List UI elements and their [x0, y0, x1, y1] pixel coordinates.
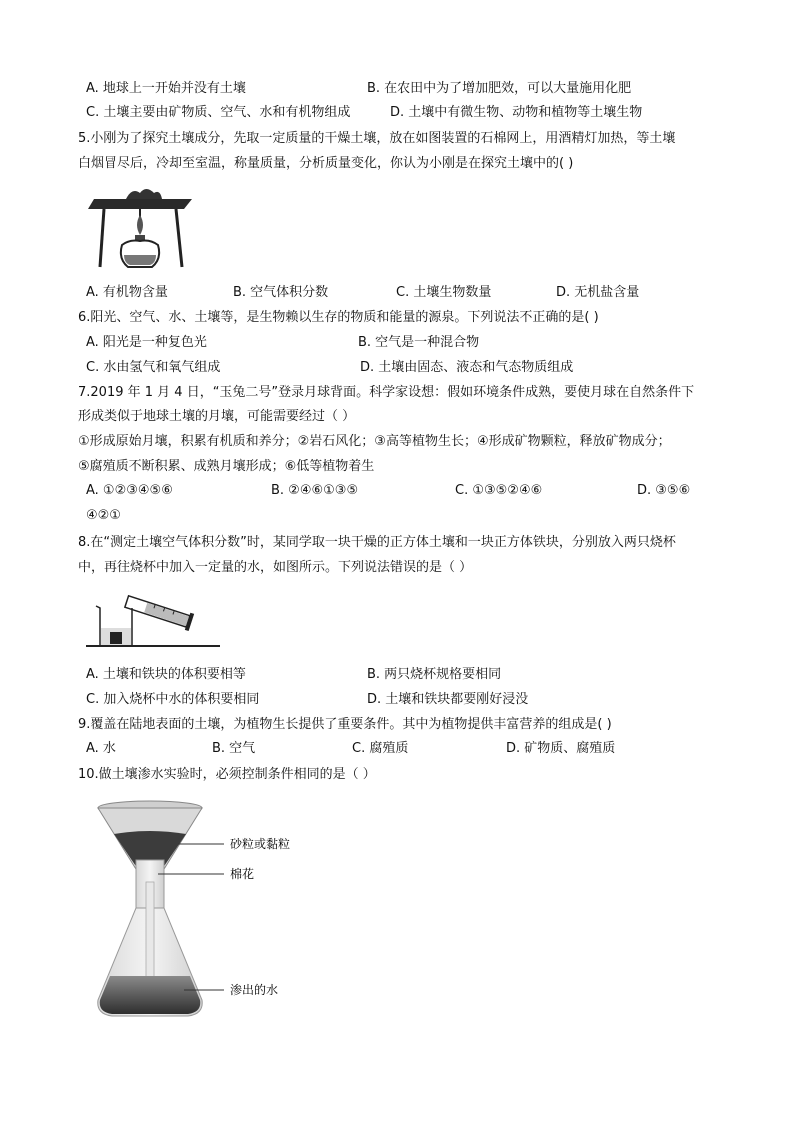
q9-option-c: C. 腐殖质: [352, 741, 409, 756]
q7-option-d-continued: ④②①: [86, 508, 121, 523]
q5-stem-line-2: 白烟冒尽后，冷却至室温，称量质量，分析质量变化，你认为小刚是在探究土壤中的( ): [78, 156, 574, 171]
q7-option-d: D. ③⑤⑥: [637, 483, 691, 498]
q9-option-d: D. 矿物质、腐殖质: [506, 741, 616, 756]
soil-seepage-figure: [88, 800, 328, 1028]
q8-stem-line-2: 中，再往烧杯中加入一定量的水，如图所示。下列说法错误的是（ ）: [78, 560, 473, 575]
q5-stem-line-1: 5.小刚为了探究土壤成分，先取一定质量的干燥土壤，放在如图装置的石棉网上，用酒精灯加热，等土壤: [78, 131, 676, 146]
q4-option-b: B. 在农田中为了增加肥效，可以大量施用化肥: [367, 81, 632, 96]
q7-stem-line-4: ⑤腐殖质不断积累、成熟月壤形成；⑥低等植物着生: [78, 459, 375, 474]
q8-option-c: C. 加入烧杯中水的体积要相同: [86, 692, 260, 707]
q7-stem-line-2: 形成类似于地球土壤的月壤，可能需要经过（ ）: [78, 409, 356, 424]
q6-option-c: C. 水由氢气和氧气组成: [86, 360, 221, 375]
q8-stem-line-1: 8.在“测定土壤空气体积分数”时，某同学取一块干燥的正方体土壤和一块正方体铁块，分别放入两只烧杯: [78, 535, 676, 550]
q7-option-a: A. ①②③④⑤⑥: [86, 483, 173, 498]
q5-option-c: C. 土壤生物数量: [396, 285, 492, 300]
q7-option-b: B. ②④⑥①③⑤: [271, 483, 359, 498]
heating-apparatus-figure: [88, 185, 198, 275]
q6-option-a: A. 阳光是一种复色光: [86, 335, 207, 350]
q7-option-c: C. ①③⑤②④⑥: [455, 483, 543, 498]
q9-option-a: A. 水: [86, 741, 116, 756]
q8-option-a: A. 土壤和铁块的体积要相等: [86, 667, 246, 682]
label-seeped-water: 渗出的水: [230, 983, 279, 997]
label-cotton: 棉花: [230, 867, 255, 881]
beaker-cylinder-figure: [86, 590, 226, 652]
q7-stem-line-1: 7.2019 年 1 月 4 日，“玉兔二号”登录月球背面。科学家设想：假如环境条件成熟，要使月球在自然条件下: [78, 385, 695, 400]
q4-option-c: C. 土壤主要由矿物质、空气、水和有机物组成: [86, 105, 351, 120]
q9-option-b: B. 空气: [212, 741, 256, 756]
q10-stem: 10.做土壤渗水实验时，必须控制条件相同的是（ ）: [78, 767, 376, 782]
label-sand-or-clay: 砂粒或黏粒: [230, 837, 291, 851]
q6-stem: 6.阳光、空气、水、土壤等，是生物赖以生存的物质和能量的源泉。下列说法不正确的是( ): [78, 310, 599, 325]
q5-option-b: B. 空气体积分数: [233, 285, 329, 300]
q8-option-d: D. 土壤和铁块都要刚好浸没: [367, 692, 529, 707]
q7-stem-line-3: ①形成原始月壤，积累有机质和养分；②岩石风化；③高等植物生长；④形成矿物颗粒，释放矿物成分；: [78, 434, 671, 449]
q6-option-b: B. 空气是一种混合物: [358, 335, 480, 350]
q8-option-b: B. 两只烧杯规格要相同: [367, 667, 502, 682]
q5-option-d: D. 无机盐含量: [556, 285, 640, 300]
q5-option-a: A. 有机物含量: [86, 285, 168, 300]
q6-option-d: D. 土壤由固态、液态和气态物质组成: [360, 360, 574, 375]
q4-option-a: A. 地球上一开始并没有土壤: [86, 81, 246, 96]
q9-stem: 9.覆盖在陆地表面的土壤，为植物生长提供了重要条件。其中为植物提供丰富营养的组成是( ): [78, 717, 612, 732]
q4-option-d: D. 土壤中有微生物、动物和植物等土壤生物: [390, 105, 643, 120]
